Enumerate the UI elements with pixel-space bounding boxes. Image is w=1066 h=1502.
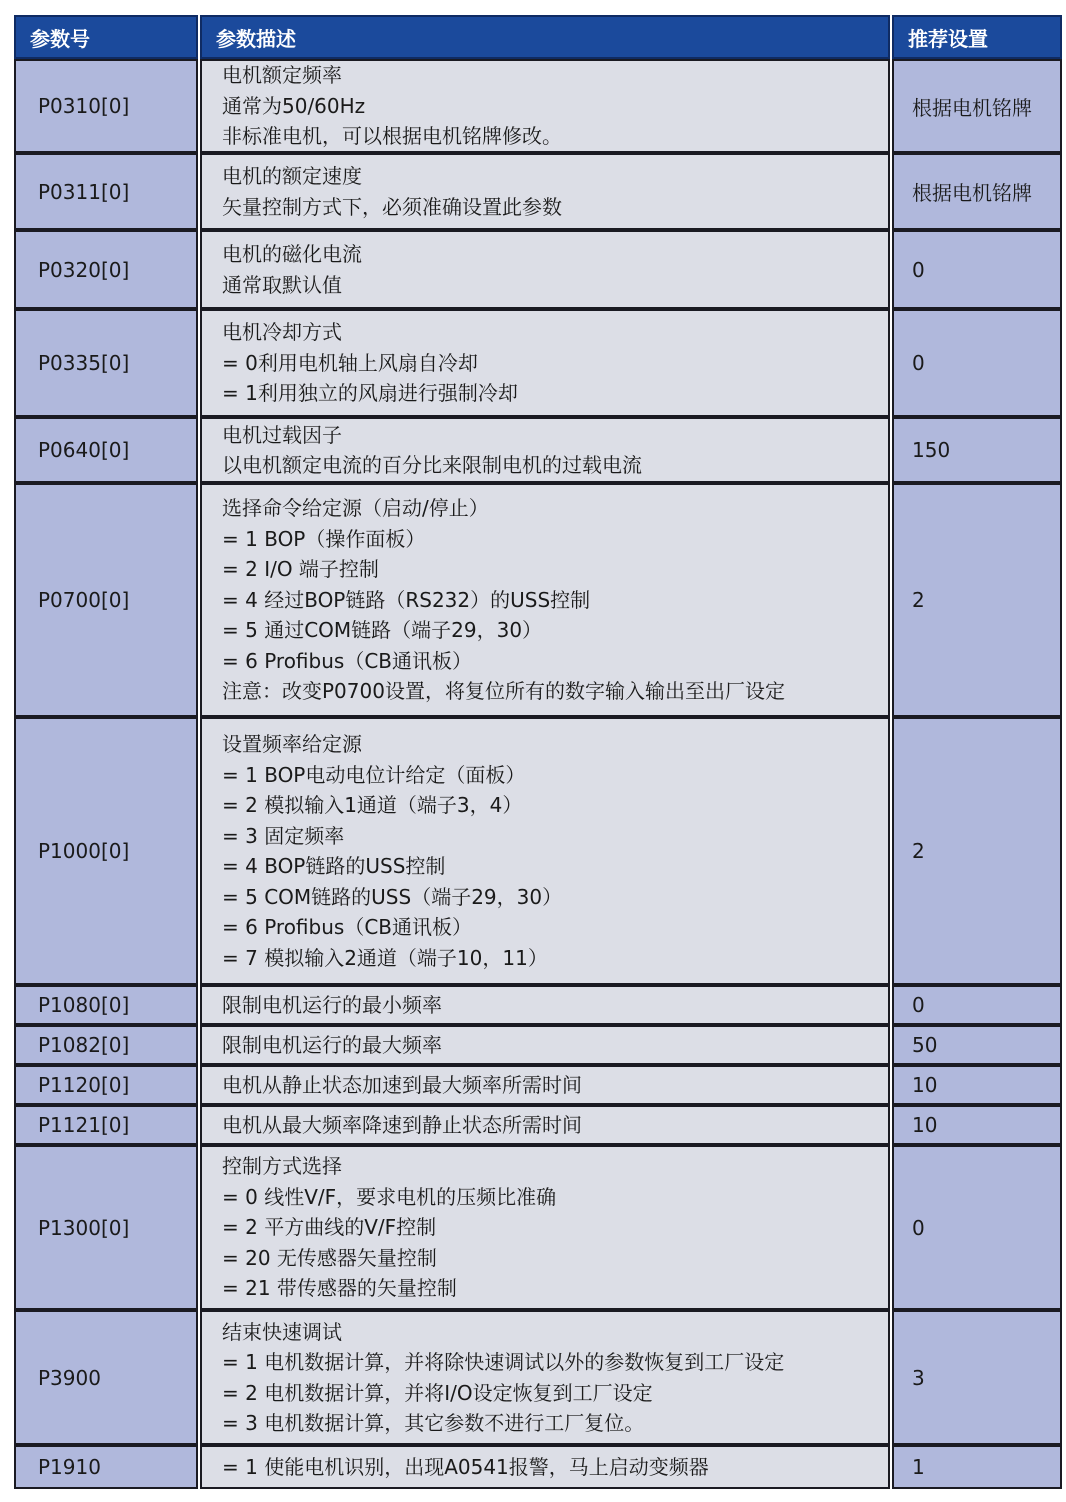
param-number-cell: P0320[0] [14, 230, 198, 309]
table-row [14, 309, 1064, 417]
param-description-cell [200, 717, 890, 985]
param-description-cell [200, 59, 890, 153]
table-row [14, 1310, 1064, 1445]
recommended-setting-cell: 0 [892, 309, 1062, 417]
param-number-cell: P0335[0] [14, 309, 198, 417]
param-number-cell: P0311[0] [14, 153, 198, 230]
description-line: 电机冷却方式 [222, 320, 342, 345]
header-param-description: 参数描述 [200, 15, 890, 59]
param-description-cell [200, 1065, 890, 1105]
param-description-cell [200, 1310, 890, 1445]
table-row [14, 59, 1064, 153]
table-row [14, 417, 1064, 483]
description-line: = 2 平方曲线的V/F控制 [222, 1215, 437, 1240]
description-line: 通常取默认值 [222, 272, 342, 297]
description-line: = 1 使能电机识别，出现A0541报警，马上启动变频器 [222, 1454, 709, 1479]
recommended-setting-cell: 2 [892, 483, 1062, 717]
description-line: 以电机额定电流的百分比来限制电机的过载电流 [222, 453, 642, 477]
description-line: = 2 电机数据计算，并将I/O设定恢复到工厂设定 [222, 1380, 653, 1405]
param-description-cell [200, 417, 890, 483]
recommended-setting-cell: 0 [892, 985, 1062, 1025]
param-number-cell: P0700[0] [14, 483, 198, 717]
description-line: = 7 模拟输入2通道（端子10，11） [222, 945, 548, 970]
description-line: 注意：改变P0700设置，将复位所有的数字输入输出至出厂设定 [222, 679, 785, 704]
param-number-cell: P3900 [14, 1310, 198, 1445]
description-line: = 2 I/O 端子控制 [222, 557, 379, 582]
param-description-cell [200, 985, 890, 1025]
param-number-cell: P1000[0] [14, 717, 198, 985]
param-number-cell: P1082[0] [14, 1025, 198, 1065]
description-line: 选择命令给定源（启动/停止） [222, 496, 489, 521]
param-description-cell [200, 1145, 890, 1310]
description-line: 电机的磁化电流 [222, 242, 362, 266]
recommended-setting-cell: 150 [892, 417, 1062, 483]
description-line: 通常为50/60Hz [222, 93, 366, 118]
description-line: = 20 无传感器矢量控制 [222, 1245, 437, 1270]
description-line: = 3 电机数据计算，其它参数不进行工厂复位。 [222, 1411, 645, 1435]
table-row [14, 1025, 1064, 1065]
param-number-cell: P1121[0] [14, 1105, 198, 1145]
recommended-setting-cell: 根据电机铭牌 [892, 59, 1062, 153]
recommended-setting-cell: 10 [892, 1105, 1062, 1145]
description-line: = 0 线性V/F，要求电机的压频比准确 [222, 1184, 557, 1209]
description-line: 结束快速调试 [222, 1319, 342, 1344]
table-row [14, 717, 1064, 985]
param-number-cell: P0310[0] [14, 59, 198, 153]
recommended-setting-cell: 0 [892, 230, 1062, 309]
description-line: 设置频率给定源 [222, 732, 362, 756]
param-description-cell [200, 1025, 890, 1065]
param-number-cell: P1080[0] [14, 985, 198, 1025]
table-row [14, 1445, 1064, 1489]
param-number-cell: P1910 [14, 1445, 198, 1489]
table-row [14, 230, 1064, 309]
description-line: = 5 COM链路的USS（端子29，30） [222, 884, 563, 909]
description-line: = 6 Profibus（CB通讯板） [222, 915, 472, 939]
description-line: = 4 经过BOP链路（RS232）的USS控制 [222, 587, 591, 612]
description-line: 非标准电机，可以根据电机铭牌修改。 [222, 124, 562, 149]
param-description-cell [200, 230, 890, 309]
table-row [14, 1145, 1064, 1310]
description-line: 电机的额定速度 [222, 164, 362, 188]
header-recommended-setting: 推荐设置 [892, 15, 1062, 59]
table-row [14, 985, 1064, 1025]
table-row [14, 1105, 1064, 1145]
param-description-cell [200, 309, 890, 417]
description-line: 限制电机运行的最小频率 [222, 992, 442, 1017]
param-description-cell [200, 1445, 890, 1489]
description-line: = 1 电机数据计算，并将除快速调试以外的参数恢复到工厂设定 [222, 1350, 785, 1374]
table-row [14, 153, 1064, 230]
description-line: 控制方式选择 [222, 1154, 342, 1179]
description-line: 电机过载因子 [222, 422, 342, 447]
description-line: 矢量控制方式下，必须准确设置此参数 [222, 194, 562, 219]
description-line: 电机从静止状态加速到最大频率所需时间 [222, 1072, 582, 1097]
table-row [14, 1065, 1064, 1105]
table-header [14, 15, 1064, 59]
recommended-setting-cell: 根据电机铭牌 [892, 153, 1062, 230]
header-param-number: 参数号 [14, 15, 198, 59]
description-line: = 0利用电机轴上风扇自冷却 [222, 350, 478, 375]
recommended-setting-cell: 2 [892, 717, 1062, 985]
description-line: = 21 带传感器的矢量控制 [222, 1276, 457, 1301]
description-line: = 1利用独立的风扇进行强制冷却 [222, 381, 518, 406]
param-number-cell: P0640[0] [14, 417, 198, 483]
description-line: = 4 BOP链路的USS控制 [222, 854, 446, 878]
param-number-cell: P1120[0] [14, 1065, 198, 1105]
param-description-cell [200, 483, 890, 717]
description-line: = 6 Profibus（CB通讯板） [222, 648, 472, 673]
description-line: 电机额定频率 [222, 63, 342, 88]
description-line: = 1 BOP（操作面板） [222, 526, 426, 551]
recommended-setting-cell: 50 [892, 1025, 1062, 1065]
table-row [14, 483, 1064, 717]
recommended-setting-cell: 0 [892, 1145, 1062, 1310]
description-line: = 1 BOP电动电位计给定（面板） [222, 762, 526, 787]
recommended-setting-cell: 10 [892, 1065, 1062, 1105]
param-description-cell [200, 1105, 890, 1145]
description-line: = 2 模拟输入1通道（端子3，4） [222, 793, 523, 817]
recommended-setting-cell: 3 [892, 1310, 1062, 1445]
description-line: 限制电机运行的最大频率 [222, 1032, 442, 1057]
recommended-setting-cell: 1 [892, 1445, 1062, 1489]
description-line: = 5 通过COM链路（端子29，30） [222, 618, 543, 643]
param-description-cell [200, 153, 890, 230]
param-number-cell: P1300[0] [14, 1145, 198, 1310]
description-line: 电机从最大频率降速到静止状态所需时间 [222, 1112, 582, 1137]
description-line: = 3 固定频率 [222, 823, 345, 848]
